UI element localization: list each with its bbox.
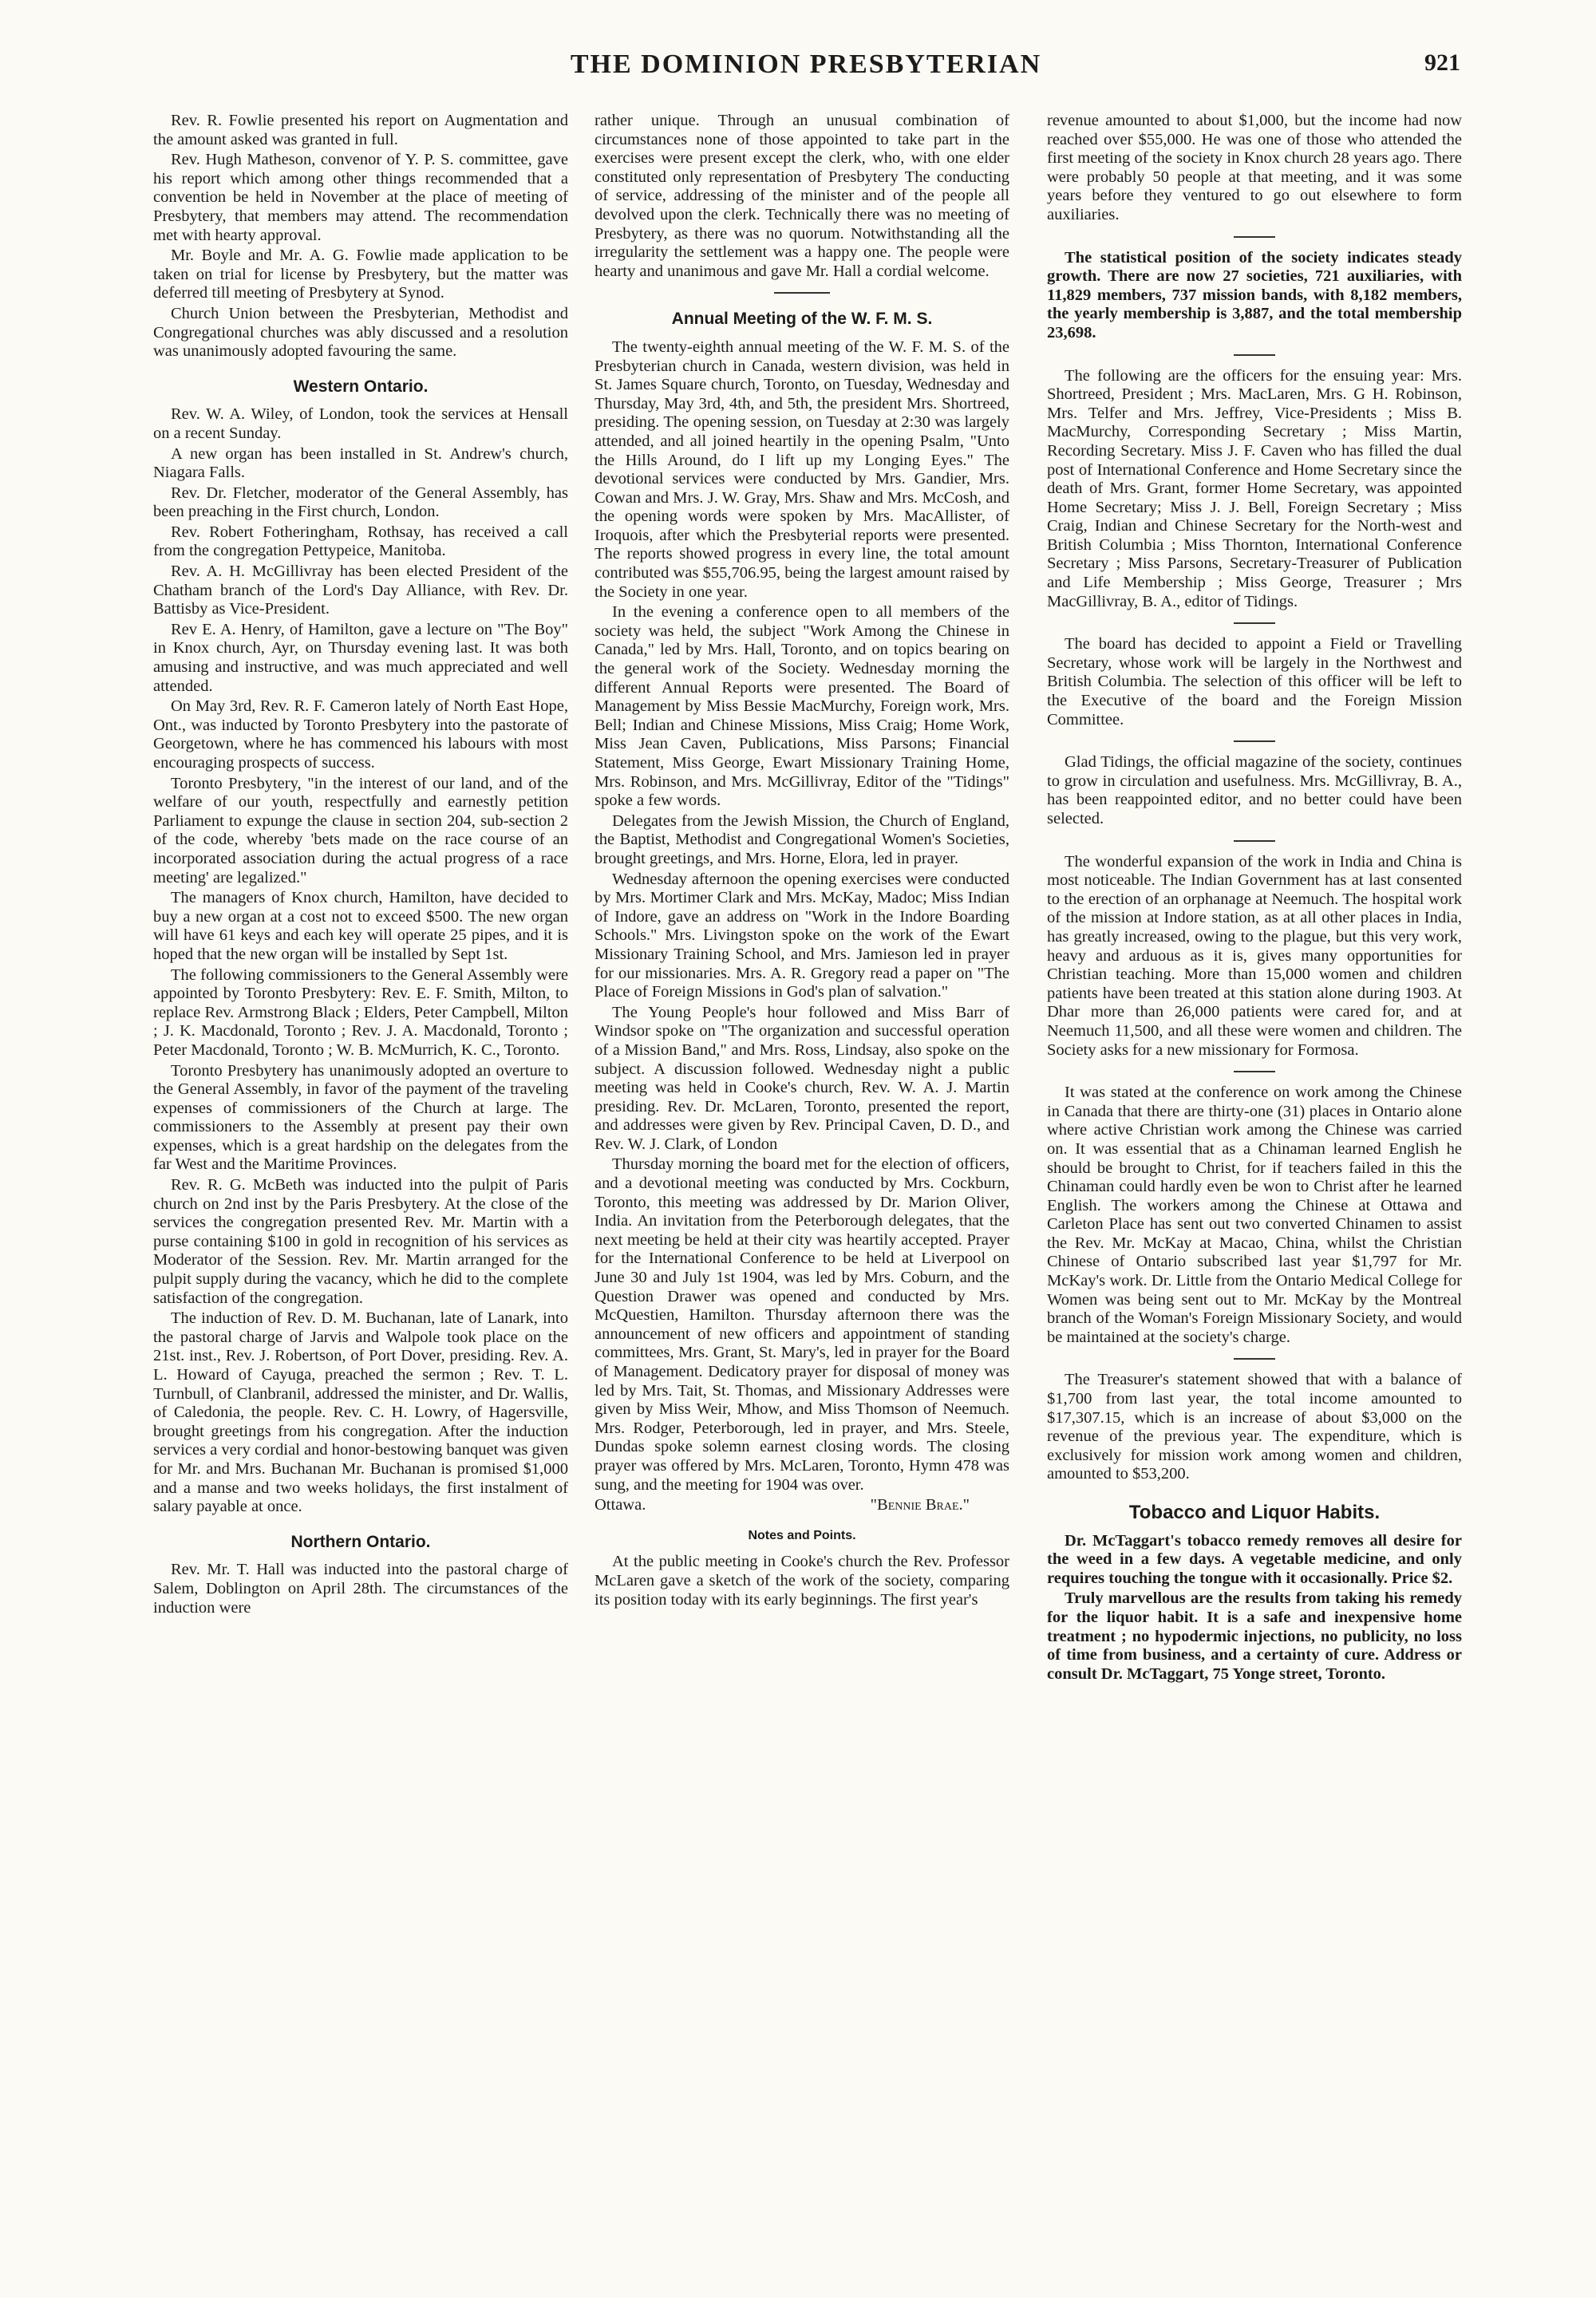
page-number: 921 [1424, 49, 1460, 76]
divider [1234, 740, 1275, 742]
paragraph: A new organ has been installed in St. Andrew's church, Niagara Falls. [153, 444, 568, 482]
paragraph: Truly marvellous are the results from taking his remedy for the liquor habit. It is a safe and inexpensive home treatment ; no hypodermic injections, no publicity, no loss of time from business, and a certainty of cure. Address or consult Dr. McTaggart, 75 Yonge street, Toronto. [1047, 1589, 1462, 1683]
column-2 [595, 112, 1009, 2122]
column-3 [1047, 112, 1462, 2122]
paragraph: Dr. McTaggart's tobacco remedy removes all desire for the weed in a few days. A vegetable medicine, and only requires touching the tongue with it occasionally. Price $2. [1047, 1531, 1462, 1587]
paragraph: Mr. Boyle and Mr. A. G. Fowlie made application to be taken on trial for license by Presbytery, but the matter was deferred till meeting of Presbytery at Synod. [153, 247, 568, 302]
column-1 [153, 112, 568, 2122]
paragraph: In the evening a conference open to all members of the society was held, the subject "Work Among the Chinese in Canada," led by Mrs. Hall, Toronto, and on topics bearing on the general work of the Society. Wednesday morning the different Annual Reports were presented. The Board of Management by Miss Bessie MacMurchy, Foreign work, Mrs. Bell; Indian and Chinese Missions, Miss Craig; Home Work, Miss Jean Caven, Publications, Miss Parsons; Financial Statement, Miss George, Ewart Missionary Training Home, Mrs. Robinson, and Mrs. McGillivray, Editor of the "Tidings" spoke a few words. [595, 603, 1009, 810]
heading-annual-meeting: Annual Meeting of the W. F. M. S. [671, 310, 933, 329]
divider [1234, 622, 1275, 624]
paragraph: The following commissioners to the General Assembly were appointed by Toronto Presbytery: Rev. E. F. Smith, Milton, to replace Rev. Armstrong Black ; Elders, Peter Campbell, Milton ; J. K. Macdonald, Toronto ; Rev. J. A. Macdonald, Toronto ; Peter Macdonald, Toronto ; W. B. McMurrich, K. C., Toronto. [153, 965, 568, 1059]
divider [1234, 1071, 1275, 1072]
divider [1234, 840, 1275, 842]
paragraph: Wednesday afternoon the opening exercises were conducted by Mrs. Mortimer Clark and Mrs. McKay, Madoc; Miss Indian of Indore, gave an address on "Work in the Indore Boarding Schools." Mrs. Livingston spoke on the work of the Ewart Missionary Training School, and Mrs. Jamieson led in prayer for our missionaries. Mrs. A. R. Gregory read a paper on "The Place of Foreign Missions in God's plan of salvation." [595, 870, 1009, 1001]
paragraph: Rev. A. H. McGillivray has been elected President of the Chatham branch of the Lord's Day Alliance, with Rev. Dr. Battisby as Vice-President. [153, 563, 568, 618]
heading-northern-ontario: Northern Ontario. [290, 1532, 431, 1551]
paragraph: Rev. W. A. Wiley, of London, took the services at Hensall on a recent Sunday. [153, 405, 568, 442]
paragraph: The Treasurer's statement showed that with a balance of $1,700 from last year, the total income amounted to $17,307.15, which is an increase of about $3,000 on the revenue of the previous year. The expenditure, which is exclusively for mission work among women and children, amounted to $53,200. [1047, 1371, 1462, 1483]
paragraph: revenue amounted to about $1,000, but the income had now reached over $55,000. He was one of those who attended the first meeting of the society in Knox church 28 years ago. There were probably 50 people at that meeting, and it was some years before they ventured to go out elsewhere to form auxiliaries. [1047, 112, 1462, 223]
divider [774, 292, 830, 294]
paragraph: On May 3rd, Rev. R. F. Cameron lately of North East Hope, Ont., was inducted by Toronto Presbytery into the pastorate of Georgetown, where he has commenced his labours with most encouraging prospects of success. [153, 697, 568, 772]
paragraph: The Young People's hour followed and Miss Barr of Windsor spoke on "The organization and successful operation of a Mission Band," and Mrs. Ross, Lindsay, also spoke on the subject. A discussion followed. Wednesday night a public meeting was held in Cooke's church, Rev. W. A. J. Martin presiding. Rev. Dr. McLaren, Toronto, presented the report, and addresses were given by Rev. Principal Caven, D. D., and Rev. W. J. Clark, of London [595, 1003, 1009, 1153]
paragraph: Rev. Hugh Matheson, convenor of Y. P. S. committee, gave his report which among other things recommended that a convention be held in November at the place of meeting of Presbytery, that members may attend. The recommendation met with hearty approval. [153, 151, 568, 244]
paragraph: Glad Tidings, the official magazine of the society, continues to grow in circulation and usefulness. Mrs. McGillivray, B. A., has been reappointed editor, and no better could have been selected. [1047, 753, 1462, 827]
paragraph: The wonderful expansion of the work in India and China is most noticeable. The Indian Government has at last consented to the erection of an orphanage at Neemuch. The hospital work of the mission at Indore station, as at all other places in India, has greatly increased, owing to the plague, but this very work, heavy and arduous as it is, gives many opportunities for Christian teaching. More than 15,000 women and children patients have been treated at this station alone during 1903. At Dhar more than 26,000 patients were cared for, and at Neemuch 11,500, and all these were women and children. The Society asks for a new missionary for Formosa. [1047, 852, 1462, 1059]
signature-author: "Bennie Brae." [870, 1496, 970, 1514]
divider [1234, 1358, 1275, 1360]
paragraph: Rev E. A. Henry, of Hamilton, gave a lecture on "The Boy" in Knox church, Ayr, on Thursday evening last. It was both amusing and instructive, and was much appreciated and well attended. [153, 620, 568, 695]
divider [1234, 236, 1275, 238]
paragraph: The statistical position of the society indicates steady growth. There are now 27 societies, 721 auxiliaries, with 11,829 members, 737 mission bands, with 8,182 members, the yearly membership is 3,887, and the total membership 23,698. [1047, 248, 1462, 342]
paragraph: Rev. Dr. Fletcher, moderator of the General Assembly, has been preaching in the First church, London. [153, 484, 568, 521]
signature-place: Ottawa. [595, 1496, 646, 1514]
paragraph: Rev. R. G. McBeth was inducted into the pulpit of Paris church on 2nd inst by the Paris Presbytery. At the close of the services the congregation presented Rev. Mr. Martin with a purse containing $100 in gold in recognition of his services as Moderator of the Session. Rev. Mr. Martin arranged for the pulpit supply during the vacancy, which he did to the complete satisfaction of the congregation. [153, 1176, 568, 1307]
paragraph: Rev. R. Fowlie presented his report on Augmentation and the amount asked was granted in full. [153, 112, 568, 148]
paragraph: Delegates from the Jewish Mission, the Church of England, the Baptist, Methodist and Congregational Women's Societies, brought greetings, and Mrs. Horne, Elora, led in prayer. [595, 811, 1009, 867]
paragraph: It was stated at the conference on work among the Chinese in Canada that there are thirty-one (31) places in Ontario alone where active Christian work among the Chinese was carried on. It was essential that as a Chinaman learned English he should be brought to Christ, for if teachers failed in this the Chinaman could hardly even be won to Christ after he learned English. The workers among the Chinese at Ottawa and Carleton Place has sent out two converted Chinamen to assist the Rev. Mr. McKay at Macao, China, whilst the Christian Chinese of Ontario subscribed last year $1,797 for Mr. McKay's work. Dr. Little from the Ontario Medical College for Women was being sent out to Mr. McKay by the Montreal branch of the Woman's Foreign Missionary Society, and would be maintained at the society's charge. [1047, 1084, 1462, 1346]
paragraph: Toronto Presbytery has unanimously adopted an overture to the General Assembly, in favor of the payment of the traveling expenses of commissioners of the Church at large. The commissioners to the Assembly at present pay their own expenses, which is a great hardship on the delegates from the far West and the Maritime Provinces. [153, 1061, 568, 1174]
paragraph: The board has decided to appoint a Field or Travelling Secretary, whose work will be largely in the Northwest and British Columbia. The selection of this officer will be left to the Executive of the board and the Foreign Mission Committee. [1047, 635, 1462, 728]
paragraph: rather unique. Through an unusual combination of circumstances none of those appointed to take part in the exercises were present except the clerk, who, with one elder constituted only representation of Presbytery The conducting of service, addressing of the minister and of the people all devolved upon the clerk. Technically there was no meeting of Presbytery, as there was no quorum. Notwithstanding all the irregularity the settlement was a happy one. The people were hearty and unanimous and gave Mr. Hall a cordial welcome. [595, 112, 1009, 280]
signature-line [595, 1496, 1009, 1515]
paragraph: Thursday morning the board met for the election of officers, and a devotional meeting was conducted by Mrs. Cockburn, Toronto, this meeting was addressed by Dr. Marion Oliver, India. An invitation from the Peterborough delegates, that the next meeting be held at their city was heartily accepted. Prayer for the International Conference to be held at Liverpool on June 30 and July 1st 1904, was led by Mrs. Coburn, and the Question Drawer was opened and conducted by Mrs. McQuestien, Hamilton. Thursday afternoon there was the announcement of new officers and appointment of standing committees, Mrs. Grant, St. Mary's, led in prayer for the Board of Management. Dedicatory prayer for disposal of money was led by Mrs. Tait, St. Thomas, and Missionary Addresses were given by Miss Weir, Mhow, and Miss Thomson of Neemuch. Mrs. Rodger, Peterborough, led in prayer, and Mrs. Steele, Dundas spoke solemn earnest closing words. The closing prayer was offered by Mrs. McLaren, Toronto, Hymn 478 was sung, and the meeting for 1904 was over. [595, 1155, 1009, 1494]
paragraph: The twenty-eighth annual meeting of the W. F. M. S. of the Presbyterian church in Canada, western division, was held in St. James Square church, Toronto, on Tuesday, Wednesday and Thursday, May 3rd, 4th, and 5th, the president Mrs. Shortreed, presiding. The opening session, on Tuesday at 2:30 was largely attended, and all joined heartily in the opening Psalm, "Unto the Hills Around, do I lift up my Longing Eyes." The devotional services were conducted by Mrs. Gandier, Mrs. Cowan and Mrs. J. W. Gray, Mrs. Shaw and Mrs. McCosh, and the opening words were spoken by Mrs. MacAllister, of Iroquois, after which the Presbyterial reports were presented. The reports showed progress in every line, the total amount contributed was $55,706.95, being the largest amount raised by the Society in one year. [595, 338, 1009, 601]
heading-notes-and-points: Notes and Points. [748, 1528, 856, 1542]
newspaper-title: THE DOMINION PRESBYTERIAN [570, 49, 1042, 79]
masthead [152, 32, 1460, 88]
paragraph: The induction of Rev. D. M. Buchanan, late of Lanark, into the pastoral charge of Jarvis and Walpole took place on the 21st. inst., Rev. J. Robertson, of Port Dover, presiding. Rev. A. L. Howard of Cayuga, preached the sermon ; Rev. T. L. Turnbull, of Clanbranil, addressed the minister, and Dr. Wallis, of Caledonia, the people. Rev. C. H. Lowry, of Hagersville, brought greetings from his congregation. After the induction services a very cordial and honor-bestowing banquet was given for Mr. and Mrs. Buchanan Mr. Buchanan is promised $1,000 and a manse and two weeks holidays, the first instalment of salary payable at once. [153, 1309, 568, 1516]
paragraph: The following are the officers for the ensuing year: Mrs. Shortreed, President ; Mrs. MacLaren, Mrs. G H. Robinson, Mrs. Telfer and Mrs. Jeffrey, Vice-Presidents ; Miss B. MacMurchy, Corresponding Secretary ; Miss Martin, Recording Secretary. Miss J. F. Caven who has filled the dual post of International Conference and Home Secretary since the death of Mrs. Grant, former Home Secretary, was appointed Home Secretary; Miss J. J. Bell, Foreign Secretary ; Miss Craig, Indian and Chinese Secretary for the North-west and British Columbia ; Miss Thornton, International Conference Secretary ; Miss Parsons, Secretary-Treasurer of Publication and Life Membership ; Miss George, Treasurer ; Mrs MacGillivray, B. A., editor of Tidings. [1047, 366, 1462, 610]
paragraph: The managers of Knox church, Hamilton, have decided to buy a new organ at a cost not to exceed $500. The new organ will have 61 keys and each key will operate 25 pipes, and it is hoped that the new organ will be installed by Sept 1st. [153, 889, 568, 963]
paragraph: Toronto Presbytery, "in the interest of our land, and of the welfare of our youth, respectfully and earnestly petition Parliament to expunge the clause in section 204, sub-section 2 of the code, whereby 'bets made on the race course of an incorporated association during the actual progress of a race meeting' are legalized." [153, 774, 568, 886]
paragraph: Rev. Robert Fotheringham, Rothsay, has received a call from the congregation Pettypeice, Manitoba. [153, 523, 568, 560]
paragraph: Rev. Mr. T. Hall was inducted into the pastoral charge of Salem, Doblington on April 28th. The circumstances of the induction were [153, 1561, 568, 1617]
paragraph: At the public meeting in Cooke's church the Rev. Professor McLaren gave a sketch of the work of the society, comparing its position today with its early beginnings. The first year's [595, 1553, 1009, 1609]
heading-western-ontario: Western Ontario. [293, 377, 429, 396]
paragraph: Church Union between the Presbyterian, Methodist and Congregational churches was ably discussed and a resolution was unanimously adopted favouring the same. [153, 304, 568, 361]
divider [1234, 354, 1275, 356]
heading-tobacco-liquor: Tobacco and Liquor Habits. [1128, 1502, 1381, 1523]
